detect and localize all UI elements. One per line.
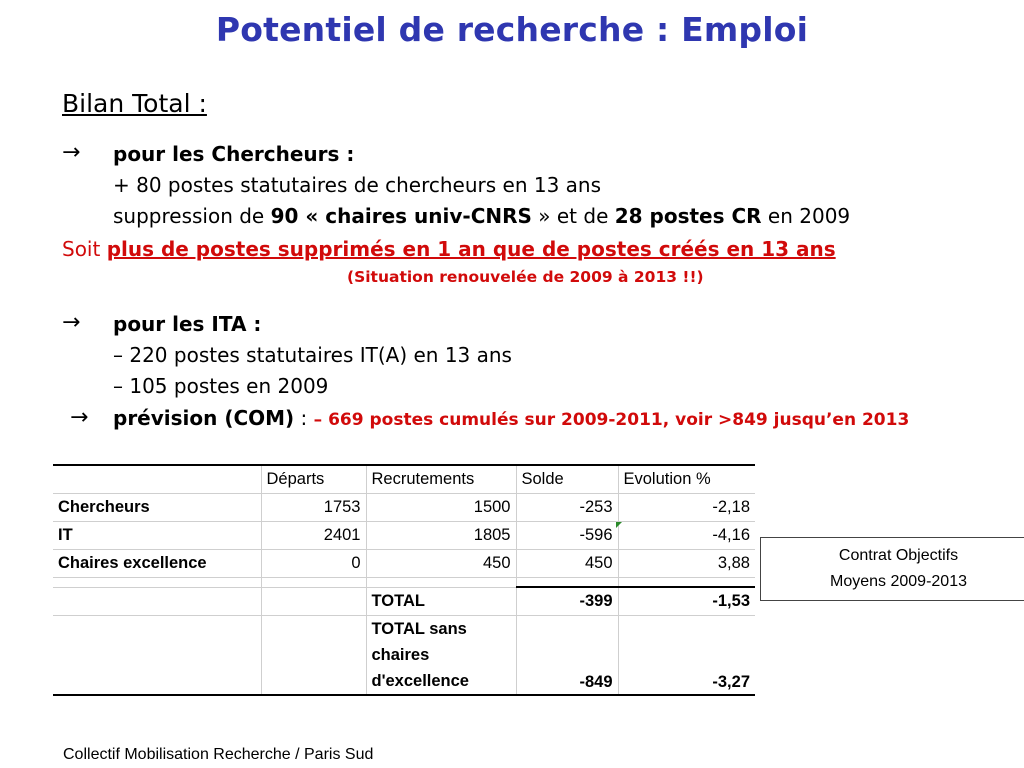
table-cell: -2,18: [618, 494, 755, 522]
table-cell: [366, 578, 516, 588]
arrow-icon: →: [70, 405, 89, 430]
table-row: [53, 550, 755, 578]
prevision-heading: prévision (COM): [113, 406, 295, 430]
table-cell: Chaires excellence: [53, 550, 261, 578]
table-cell: TOTAL: [366, 587, 516, 616]
ita-heading: pour les ITA :: [113, 312, 262, 336]
table-cell: IT: [53, 522, 261, 550]
cell-line: chaires: [371, 646, 430, 664]
table-header-cell: Recrutements: [366, 465, 516, 494]
contrat-line: Contrat Objectifs: [838, 547, 959, 564]
soit-prefix: Soit: [62, 237, 107, 261]
page-title: Potentiel de recherche : Emploi: [215, 10, 809, 49]
text-span: suppression de: [113, 204, 271, 228]
footer-text: Collectif Mobilisation Recherche / Paris Sud: [63, 746, 374, 763]
table-cell: [516, 522, 618, 550]
table-row: [53, 494, 755, 522]
employment-table: [53, 464, 755, 696]
table-cell: [516, 578, 618, 588]
arrow-icon: →: [62, 310, 81, 335]
soit-note-text: (Situation renouvelée de 2009 à 2013 !!): [347, 268, 704, 286]
text-span: » et de: [531, 204, 615, 228]
chercheurs-line2: [113, 204, 850, 228]
table-header-row: [53, 465, 755, 494]
arrow-icon: →: [62, 140, 81, 165]
table-cell: -849: [516, 616, 618, 696]
table-cell: [261, 578, 366, 588]
soit-line: [62, 237, 836, 261]
table-cell: 1500: [366, 494, 516, 522]
ita-line2: – 105 postes en 2009: [113, 374, 329, 398]
table-cell: 3,88: [618, 550, 755, 578]
table-cell: 1805: [366, 522, 516, 550]
cell-value: -596: [579, 526, 613, 544]
text-span-bold: 90 « chaires univ-CNRS: [270, 204, 532, 228]
table-cell: [366, 616, 516, 696]
soit-emphasis: plus de postes supprimés en 1 an que de postes créés en 13 ans: [106, 237, 836, 261]
table-cell: 0: [261, 550, 366, 578]
text-span-bold: 28 postes CR: [614, 204, 762, 228]
cell-line: TOTAL sans: [371, 620, 467, 638]
table-header-cell: Départs: [261, 465, 366, 494]
table-cell: [53, 616, 261, 696]
table-cell: -399: [516, 587, 618, 616]
table-cell: 450: [516, 550, 618, 578]
chercheurs-heading: pour les Chercheurs :: [113, 142, 355, 166]
table-cell: [261, 587, 366, 616]
chercheurs-line1: + 80 postes statutaires de chercheurs en 13 ans: [113, 173, 602, 197]
table-header-cell: Evolution %: [618, 465, 755, 494]
table-row: [53, 522, 755, 550]
prevision-text: – 669 postes cumulés sur 2009-2011, voir >849 jusqu’en 2013: [313, 410, 910, 430]
ita-line1: – 220 postes statutaires IT(A) en 13 ans: [113, 343, 512, 367]
table-cell: -1,53: [618, 587, 755, 616]
table-cell: -253: [516, 494, 618, 522]
contrat-box: [760, 537, 1024, 601]
table-cell: 450: [366, 550, 516, 578]
cell-line: d'excellence: [371, 672, 469, 690]
section-heading: Bilan Total :: [62, 89, 207, 118]
text-span: :: [294, 406, 314, 430]
table-cell: -3,27: [618, 616, 755, 696]
table-total-sans-row: [53, 616, 755, 696]
table-cell: -4,16: [618, 522, 755, 550]
table-header-cell: Solde: [516, 465, 618, 494]
table-total-row: [53, 587, 755, 616]
soit-note: [347, 268, 704, 286]
text-span: en 2009: [761, 204, 851, 228]
table-cell: [53, 578, 261, 588]
contrat-line: Moyens 2009-2013: [830, 573, 967, 590]
comment-marker-icon: [616, 522, 622, 528]
table-cell: [53, 587, 261, 616]
table-cell: 1753: [261, 494, 366, 522]
table-spacer-row: [53, 578, 755, 588]
table-header-cell: [53, 465, 261, 494]
table-cell: 2401: [261, 522, 366, 550]
table-cell: Chercheurs: [53, 494, 261, 522]
table-cell: [618, 578, 755, 588]
table-cell: [261, 616, 366, 696]
prevision-line: [113, 406, 909, 430]
